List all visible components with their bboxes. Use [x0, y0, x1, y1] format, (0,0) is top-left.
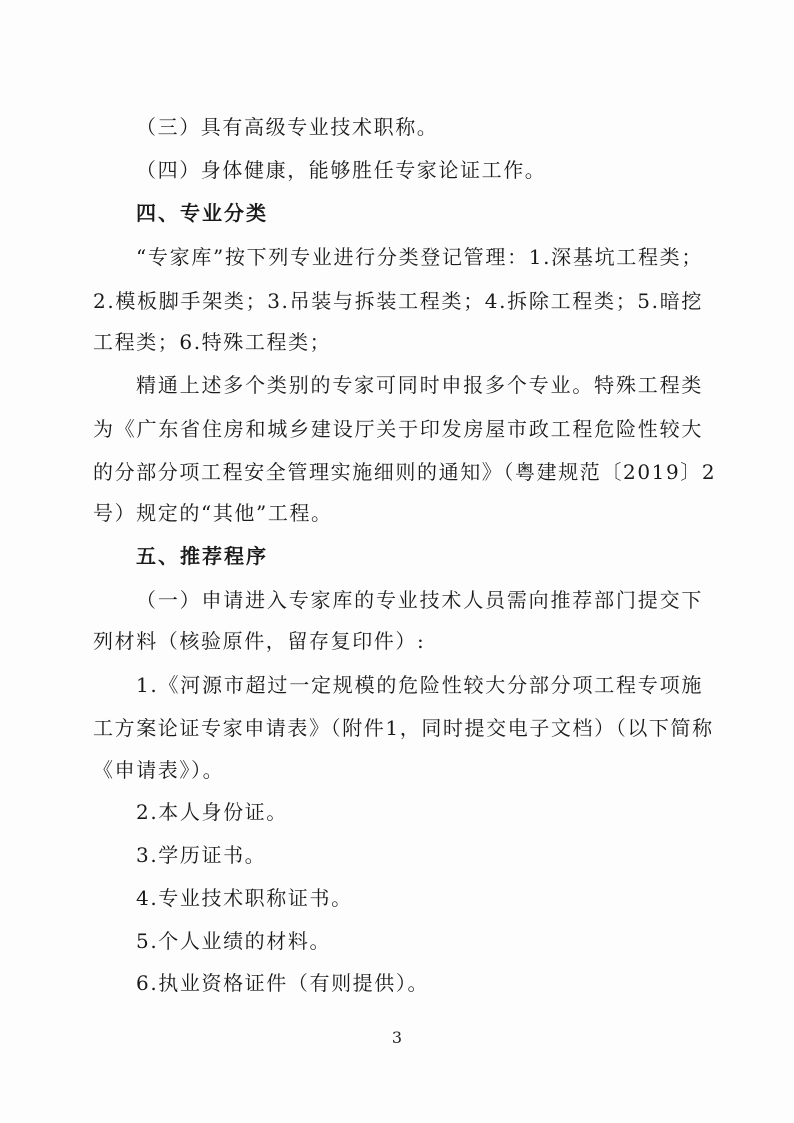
paragraph-line: 的分部分项工程安全管理实施细则的通知》（粤建规范〔2019〕2: [93, 460, 717, 484]
section-heading-5: 五、推荐程序: [136, 544, 268, 568]
paragraph-line: 精通上述多个类别的专家可同时申报多个专业。特殊工程类: [136, 373, 703, 397]
paragraph-line: 号）规定的“其他”工程。: [93, 501, 333, 525]
paragraph-line: “专家库”按下列专业进行分类登记管理：1.深基坑工程类；: [136, 245, 703, 269]
list-item: 1.《河源市超过一定规模的危险性较大分部分项工程专项施: [136, 673, 703, 697]
list-item-continuation: 工方案论证专家申请表》（附件1，同时提交电子文档）（以下简称: [93, 716, 714, 740]
criterion-3: （三）具有高级专业技术职称。: [136, 115, 439, 139]
paragraph-line: 列材料（核验原件，留存复印件）:: [93, 629, 426, 653]
list-item: 5.个人业绩的材料。: [136, 929, 332, 953]
page-number: 3: [391, 1028, 403, 1047]
paragraph-line: 2.模板脚手架类；3.吊装与拆装工程类；4.拆除工程类；5.暗挖: [93, 289, 703, 313]
section-heading-4: 四、专业分类: [136, 201, 268, 225]
list-item-continuation: 《申请表》）。: [93, 758, 225, 782]
criterion-4: （四）身体健康，能够胜任专家论证工作。: [136, 158, 547, 182]
list-item: 6.执业资格证件（有则提供）。: [136, 971, 430, 995]
list-item: 3.学历证书。: [136, 843, 267, 867]
paragraph-line: （一）申请进入专家库的专业技术人员需向推荐部门提交下: [136, 588, 703, 612]
paragraph-line: 为《广东省住房和城乡建设厅关于印发房屋市政工程危险性较大: [93, 417, 703, 441]
list-item: 4.专业技术职称证书。: [136, 886, 353, 910]
list-item: 2.本人身份证。: [136, 800, 288, 824]
paragraph-line: 工程类；6.特殊工程类；: [93, 330, 332, 354]
